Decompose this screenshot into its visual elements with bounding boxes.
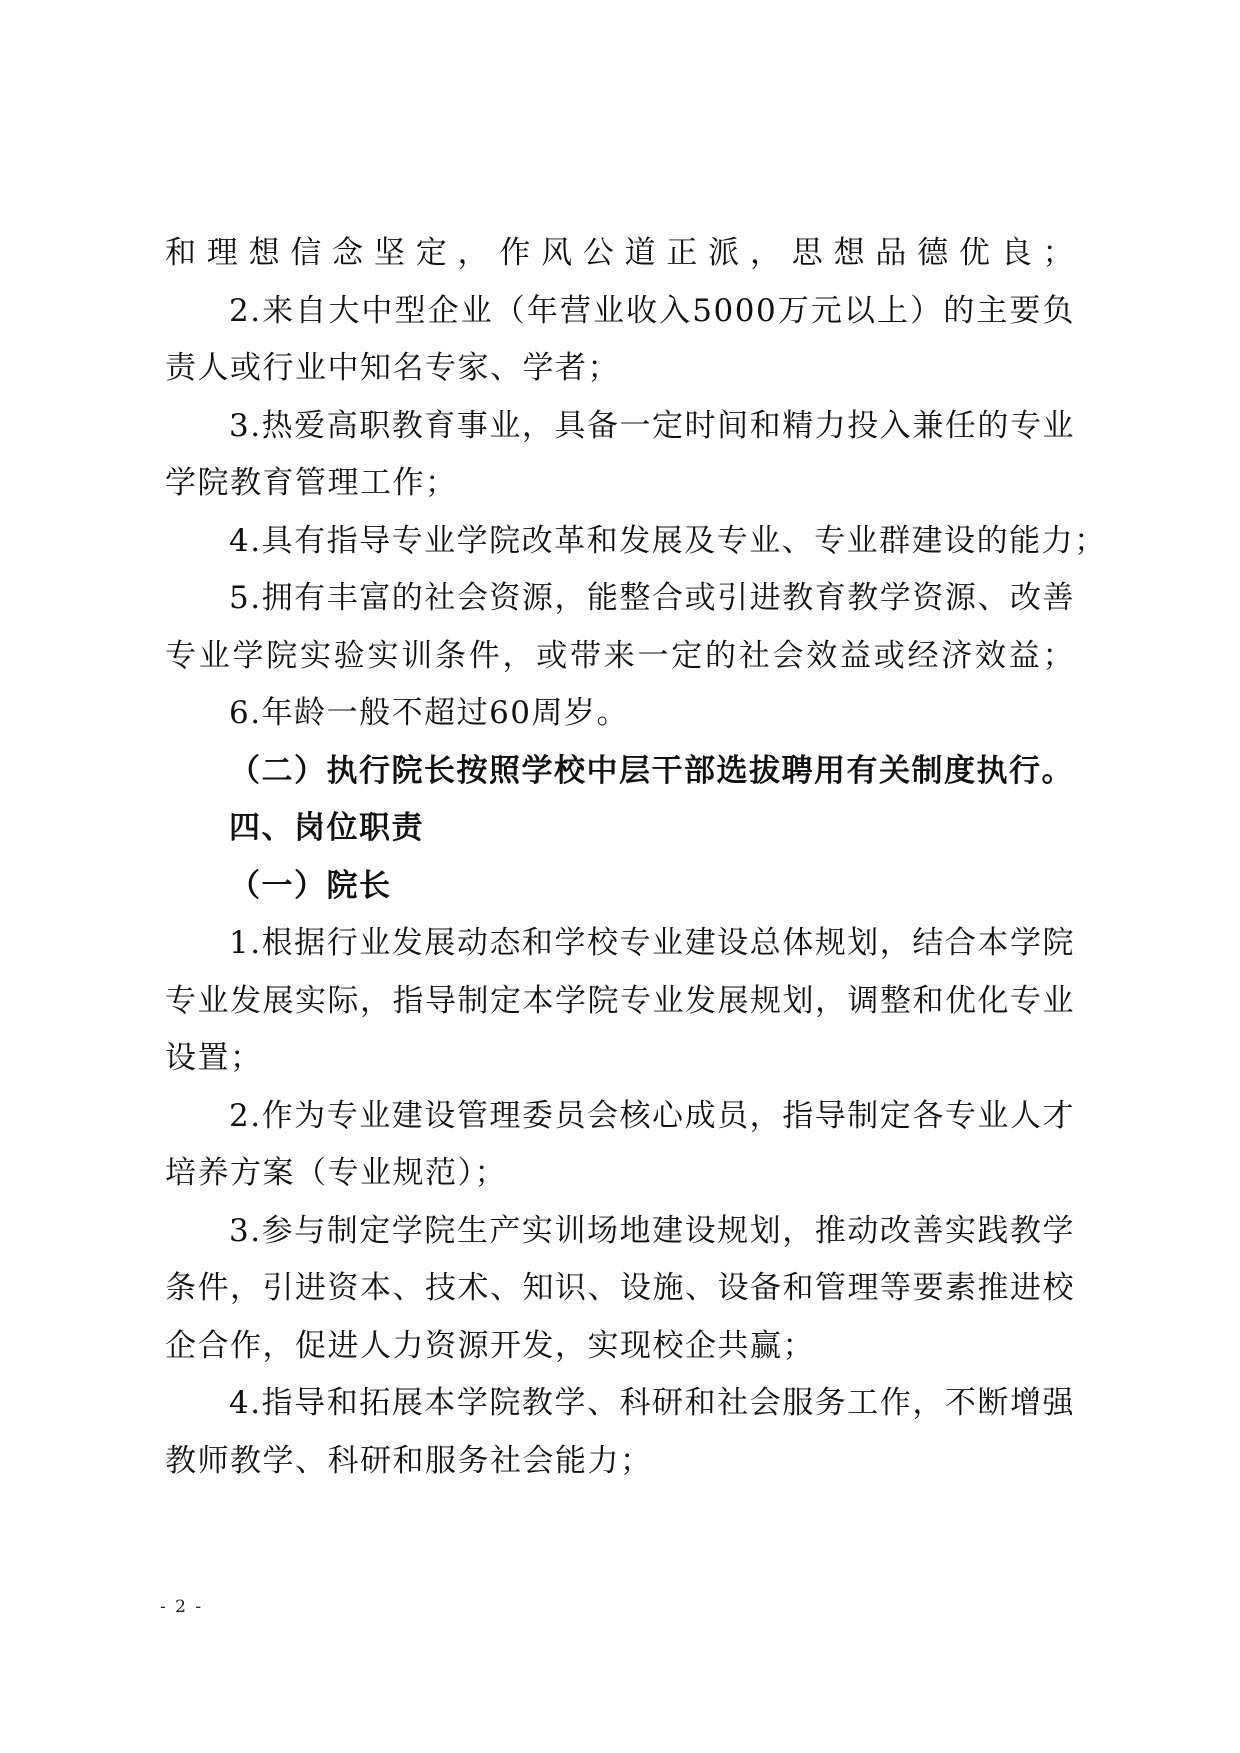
- text-line: 6.年龄一般不超过60周岁。: [229, 695, 630, 731]
- section-heading: 四、岗位职责: [229, 810, 424, 846]
- document-body: [165, 225, 1107, 1490]
- text-line: 专业发展实际，指导制定本学院专业发展规划，调整和优化专业: [165, 982, 1075, 1019]
- text-line: 2.来自大中型企业（年营业收入5000万元以上）的主要负: [229, 292, 1075, 329]
- text-line: 条件，引进资本、技术、知识、设施、设备和管理等要素推进校: [165, 1270, 1075, 1306]
- text-line: 教师教学、科研和服务社会能力；: [165, 1442, 653, 1479]
- text-line: 设置；: [165, 1040, 263, 1076]
- text-line: 学院教育管理工作；: [165, 465, 458, 501]
- text-line: 2.作为专业建设管理委员会核心成员，指导制定各专业人才: [229, 1097, 1075, 1134]
- text-line: 和理想信念坚定，作风公道正派，思想品德优良；: [165, 235, 1075, 271]
- text-line: 3.热爱高职教育事业，具备一定时间和精力投入兼任的专业: [229, 407, 1075, 444]
- text-line: 4.指导和拓展本学院教学、科研和社会服务工作，不断增强: [229, 1385, 1075, 1421]
- text-line: 专业学院实验实训条件，或带来一定的社会效益或经济效益；: [165, 637, 1075, 674]
- section-subheading: （二）执行院长按照学校中层干部选拔聘用有关制度执行。: [229, 752, 1074, 789]
- text-line: 责人或行业中知名专家、学者；: [165, 350, 620, 386]
- text-line: 1.根据行业发展动态和学校专业建设总体规划，结合本学院: [229, 925, 1075, 961]
- text-line: 企合作，促进人力资源开发，实现校企共赢；: [165, 1327, 815, 1364]
- page-number: - 2 -: [160, 1597, 204, 1617]
- text-line: 3.参与制定学院生产实训场地建设规划，推动改善实践教学: [229, 1212, 1075, 1249]
- section-subheading: （一）院长: [229, 867, 392, 904]
- text-line: 5.拥有丰富的社会资源，能整合或引进教育教学资源、改善: [229, 580, 1075, 616]
- text-line: 4.具有指导专业学院改革和发展及专业、专业群建设的能力；: [229, 522, 1107, 559]
- text-line: 培养方案（专业规范）；: [165, 1155, 507, 1191]
